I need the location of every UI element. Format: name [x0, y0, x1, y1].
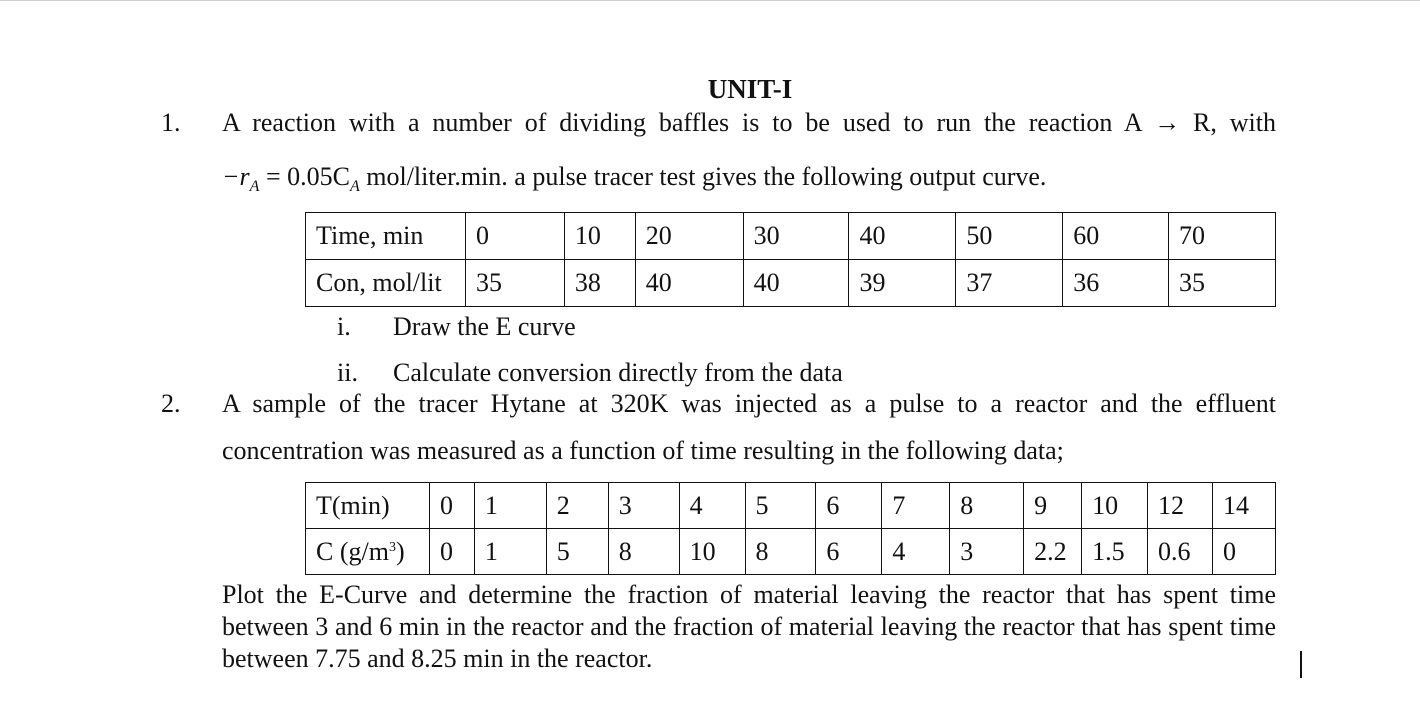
part-i-text: Draw the E curve [393, 312, 576, 341]
table-cell: 1.5 [1082, 529, 1148, 575]
table-cell: 0 [465, 213, 564, 260]
table-cell: 40 [743, 260, 849, 307]
table-cell: 1 [474, 483, 546, 529]
table-cell: 6 [816, 529, 882, 575]
rate-coefficient: = 0.05C [259, 162, 350, 191]
table-cell: 9 [1024, 483, 1082, 529]
question-1-number: 1. [161, 108, 181, 137]
tmin-row-label: T(min) [306, 483, 430, 529]
table-cell: 36 [1063, 260, 1169, 307]
rate-rest: mol/liter.min. a pulse tracer test gives the following output curve. [359, 162, 1047, 191]
table-cell: 3 [950, 529, 1024, 575]
table-cell: 7 [882, 483, 950, 529]
table-cell: 38 [564, 260, 635, 307]
rate-symbol: −r [222, 162, 250, 191]
c-label-main: C (g/m [316, 536, 389, 566]
question-1-rate-expression [222, 162, 1046, 196]
question-1-line-1: A reaction with a number of dividing baffles is to be used to run the reaction A → R, with [222, 108, 1276, 137]
table-cell: 8 [950, 483, 1024, 529]
table-cell: 5 [745, 483, 816, 529]
concentration-row [306, 260, 1276, 307]
question-2-line-1: A sample of the tracer Hytane at 320K was injected as a pulse to a reactor and the effluent [222, 389, 1276, 418]
table-cell: 3 [608, 483, 679, 529]
part-ii-text: Calculate conversion directly from the data [393, 358, 843, 387]
table-cell: 70 [1169, 213, 1276, 260]
table-cell: 10 [679, 529, 745, 575]
table-cell: 4 [882, 529, 950, 575]
table-cell: 2.2 [1024, 529, 1082, 575]
c-row-label [306, 529, 430, 575]
table-cell: 14 [1212, 483, 1275, 529]
c-label-sup: 3 [388, 539, 396, 555]
table-cell: 12 [1148, 483, 1213, 529]
c-row [306, 529, 1276, 575]
tmin-row [306, 483, 1276, 529]
table-cell: 6 [816, 483, 882, 529]
conc-subscript: A [349, 178, 360, 195]
question-2-closing-paragraph: Plot the E-Curve and determine the fraction of material leaving the reactor that has spent time between 3 and 6 min in the reactor and the fraction of material leaving the reactor that has spent time between 7.75 and 8.25 min in the reactor. [222, 580, 1276, 673]
time-row-label: Time, min [306, 213, 466, 260]
table-cell: 30 [743, 213, 849, 260]
table-cell: 5 [546, 529, 608, 575]
table-cell: 8 [745, 529, 816, 575]
table-cell: 8 [608, 529, 679, 575]
text-cursor [1300, 651, 1302, 678]
table-cell: 2 [546, 483, 608, 529]
unit-heading: UNIT-I [707, 74, 793, 104]
c-label-end: ) [395, 536, 405, 566]
part-i-label: i. [337, 312, 351, 341]
time-row [306, 213, 1276, 260]
concentration-row-label: Con, mol/lit [306, 260, 466, 307]
table-cell: 35 [465, 260, 564, 307]
table-cell: 10 [1082, 483, 1148, 529]
part-ii-label: ii. [337, 358, 358, 387]
table-cell: 0 [429, 483, 474, 529]
table-cell: 40 [635, 260, 743, 307]
table-cell: 20 [635, 213, 743, 260]
table-cell: 37 [956, 260, 1063, 307]
question-1-table [305, 212, 1276, 307]
table-cell: 39 [849, 260, 956, 307]
table-cell: 40 [849, 213, 956, 260]
question-2-table [305, 482, 1276, 575]
table-cell: 1 [474, 529, 546, 575]
table-cell: 4 [679, 483, 745, 529]
table-cell: 0 [1212, 529, 1275, 575]
table-cell: 35 [1169, 260, 1276, 307]
table-cell: 0.6 [1148, 529, 1213, 575]
question-2-number: 2. [161, 389, 181, 418]
table-cell: 10 [564, 213, 635, 260]
table-cell: 50 [956, 213, 1063, 260]
question-2-line-2: concentration was measured as a function of time resulting in the following data; [222, 436, 1064, 465]
top-border [0, 0, 1420, 1]
table-cell: 60 [1063, 213, 1169, 260]
rate-subscript: A [249, 178, 260, 195]
table-cell: 0 [429, 529, 474, 575]
